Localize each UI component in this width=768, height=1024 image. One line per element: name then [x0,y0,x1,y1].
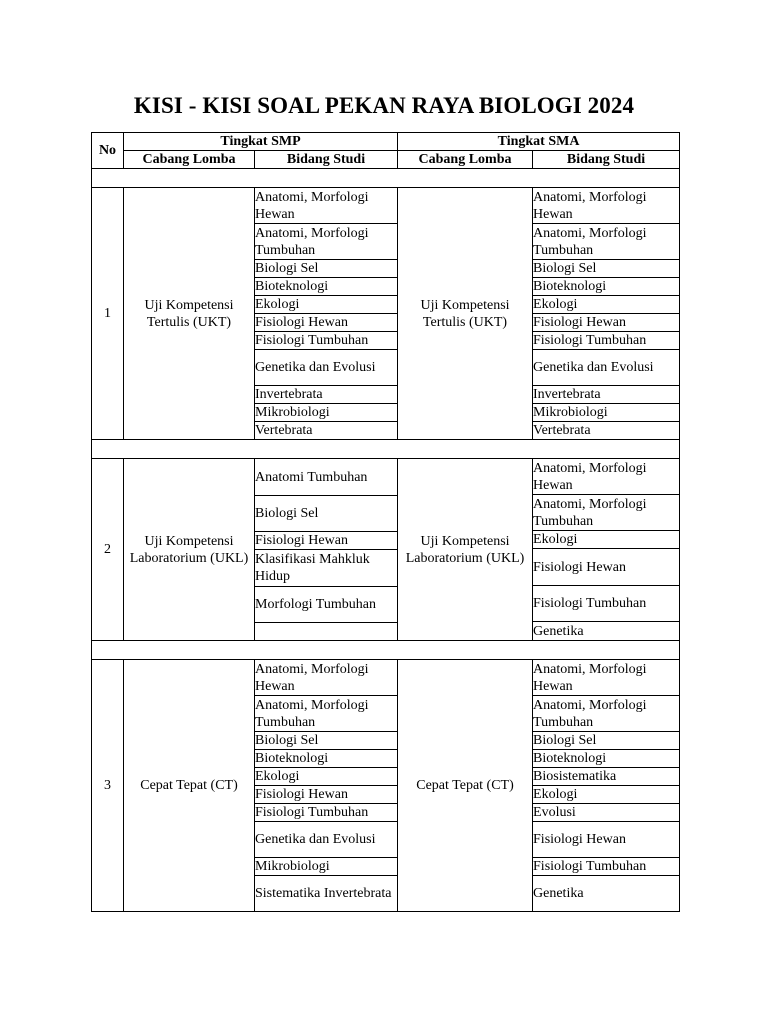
spacer-row [92,440,680,459]
sma-bidang-studi-cell: Anatomi, Morfologi Tumbuhan [533,224,680,260]
kisi-table [91,132,680,912]
header-smp-cabang-lomba: Cabang Lomba [124,151,255,169]
sma-bidang-studi-cell: Fisiologi Hewan [533,822,680,858]
header-no: No [92,133,124,169]
smp-bidang-studi-cell: Mikrobiologi [255,404,398,422]
smp-bidang-studi-cell: Fisiologi Tumbuhan [255,332,398,350]
header-sma-bidang-studi: Bidang Studi [533,151,680,169]
sma-bidang-studi-cell: Genetika [533,876,680,912]
sma-bidang-studi-cell: Anatomi, Morfologi Hewan [533,459,680,495]
smp-bidang-studi-cell: Anatomi, Morfologi Tumbuhan [255,696,398,732]
sma-bidang-studi-cell: Evolusi [533,804,680,822]
smp-cabang-lomba: Uji Kompetensi Laboratorium (UKL) [124,459,255,641]
smp-bidang-studi-cell: Anatomi, Morfologi Hewan [255,188,398,224]
header-row-2 [92,151,680,169]
sma-bidang-studi-cell: Fisiologi Tumbuhan [533,858,680,876]
page-title: KISI - KISI SOAL PEKAN RAYA BIOLOGI 2024 [133,93,635,118]
sma-bidang-studi-cell: Fisiologi Tumbuhan [533,586,680,622]
sma-bidang-studi-cell: Genetika dan Evolusi [533,350,680,386]
spacer-cell [92,169,680,188]
sma-bidang-studi-cell: Vertebrata [533,422,680,440]
sma-bidang-studi-cell: Bioteknologi [533,750,680,768]
smp-bidang-studi-cell: Anatomi Tumbuhan [255,459,398,496]
smp-cabang-lomba: Uji Kompetensi Tertulis (UKT) [124,188,255,440]
section-number: 2 [92,459,124,641]
header-tingkat-smp: Tingkat SMP [124,133,398,151]
smp-bidang-studi-cell: Fisiologi Hewan [255,532,398,550]
section-3-row [92,660,680,696]
sma-bidang-studi-cell: Biosistematika [533,768,680,786]
sma-bidang-studi-cell: Fisiologi Tumbuhan [533,332,680,350]
header-sma-cabang-lomba: Cabang Lomba [398,151,533,169]
spacer-row [92,641,680,660]
sma-cabang-lomba: Uji Kompetensi Laboratorium (UKL) [398,459,533,641]
smp-bidang-studi-cell: Fisiologi Hewan [255,314,398,332]
smp-bidang-studi-cell: Biologi Sel [255,732,398,750]
smp-bidang-studi-cell: Klasifikasi Mahkluk Hidup [255,550,398,587]
sma-cabang-lomba: Uji Kompetensi Tertulis (UKT) [398,188,533,440]
sma-bidang-studi-cell: Anatomi, Morfologi Hewan [533,660,680,696]
smp-cabang-lomba: Cepat Tepat (CT) [124,660,255,912]
sma-bidang-studi-cell: Biologi Sel [533,260,680,278]
sma-cabang-lomba: Cepat Tepat (CT) [398,660,533,912]
spacer-cell [92,641,680,660]
smp-bidang-studi-cell: Anatomi, Morfologi Tumbuhan [255,224,398,260]
kisi-table-body [92,133,680,912]
sma-bidang-studi-cell: Bioteknologi [533,278,680,296]
section-number: 1 [92,188,124,440]
header-smp-bidang-studi: Bidang Studi [255,151,398,169]
smp-bidang-studi-cell: Biologi Sel [255,496,398,532]
sma-bidang-studi-cell: Anatomi, Morfologi Tumbuhan [533,495,680,531]
sma-bidang-studi-cell: Mikrobiologi [533,404,680,422]
sma-bidang-studi-cell: Anatomi, Morfologi Hewan [533,188,680,224]
sma-bidang-studi-cell: Fisiologi Hewan [533,314,680,332]
sma-bidang-studi-cell: Anatomi, Morfologi Tumbuhan [533,696,680,732]
smp-bidang-studi-cell: Invertebrata [255,386,398,404]
smp-bidang-studi-cell: Ekologi [255,296,398,314]
sma-bidang-studi-cell: Invertebrata [533,386,680,404]
header-tingkat-sma: Tingkat SMA [398,133,680,151]
smp-bidang-studi-cell: Bioteknologi [255,750,398,768]
smp-bidang-studi-cell: Genetika dan Evolusi [255,350,398,386]
spacer-row [92,169,680,188]
smp-bidang-studi-cell: Bioteknologi [255,278,398,296]
spacer-cell [92,440,680,459]
sma-bidang-studi-cell: Ekologi [533,296,680,314]
section-1-row [92,188,680,224]
sma-bidang-studi-cell: Genetika [533,622,680,641]
header-row-1 [92,133,680,151]
sma-bidang-studi-cell: Biologi Sel [533,732,680,750]
sma-bidang-studi-cell: Ekologi [533,531,680,549]
smp-bidang-studi-cell: Ekologi [255,768,398,786]
smp-bidang-studi-cell: Anatomi, Morfologi Hewan [255,660,398,696]
smp-bidang-studi-cell: Biologi Sel [255,260,398,278]
sma-bidang-studi-cell: Fisiologi Hewan [533,549,680,586]
section-number: 3 [92,660,124,912]
smp-bidang-studi-cell: Mikrobiologi [255,858,398,876]
smp-bidang-studi-cell: Genetika dan Evolusi [255,822,398,858]
smp-bidang-studi-cell: Fisiologi Hewan [255,786,398,804]
smp-bidang-studi-cell: Morfologi Tumbuhan [255,587,398,623]
section-2-row [92,459,680,495]
sma-bidang-studi-cell: Ekologi [533,786,680,804]
smp-bidang-studi-cell: Vertebrata [255,422,398,440]
smp-bidang-studi-cell: Sistematika Invertebrata [255,876,398,912]
smp-bidang-studi-cell: Fisiologi Tumbuhan [255,804,398,822]
smp-bidang-studi-cell [255,623,398,641]
